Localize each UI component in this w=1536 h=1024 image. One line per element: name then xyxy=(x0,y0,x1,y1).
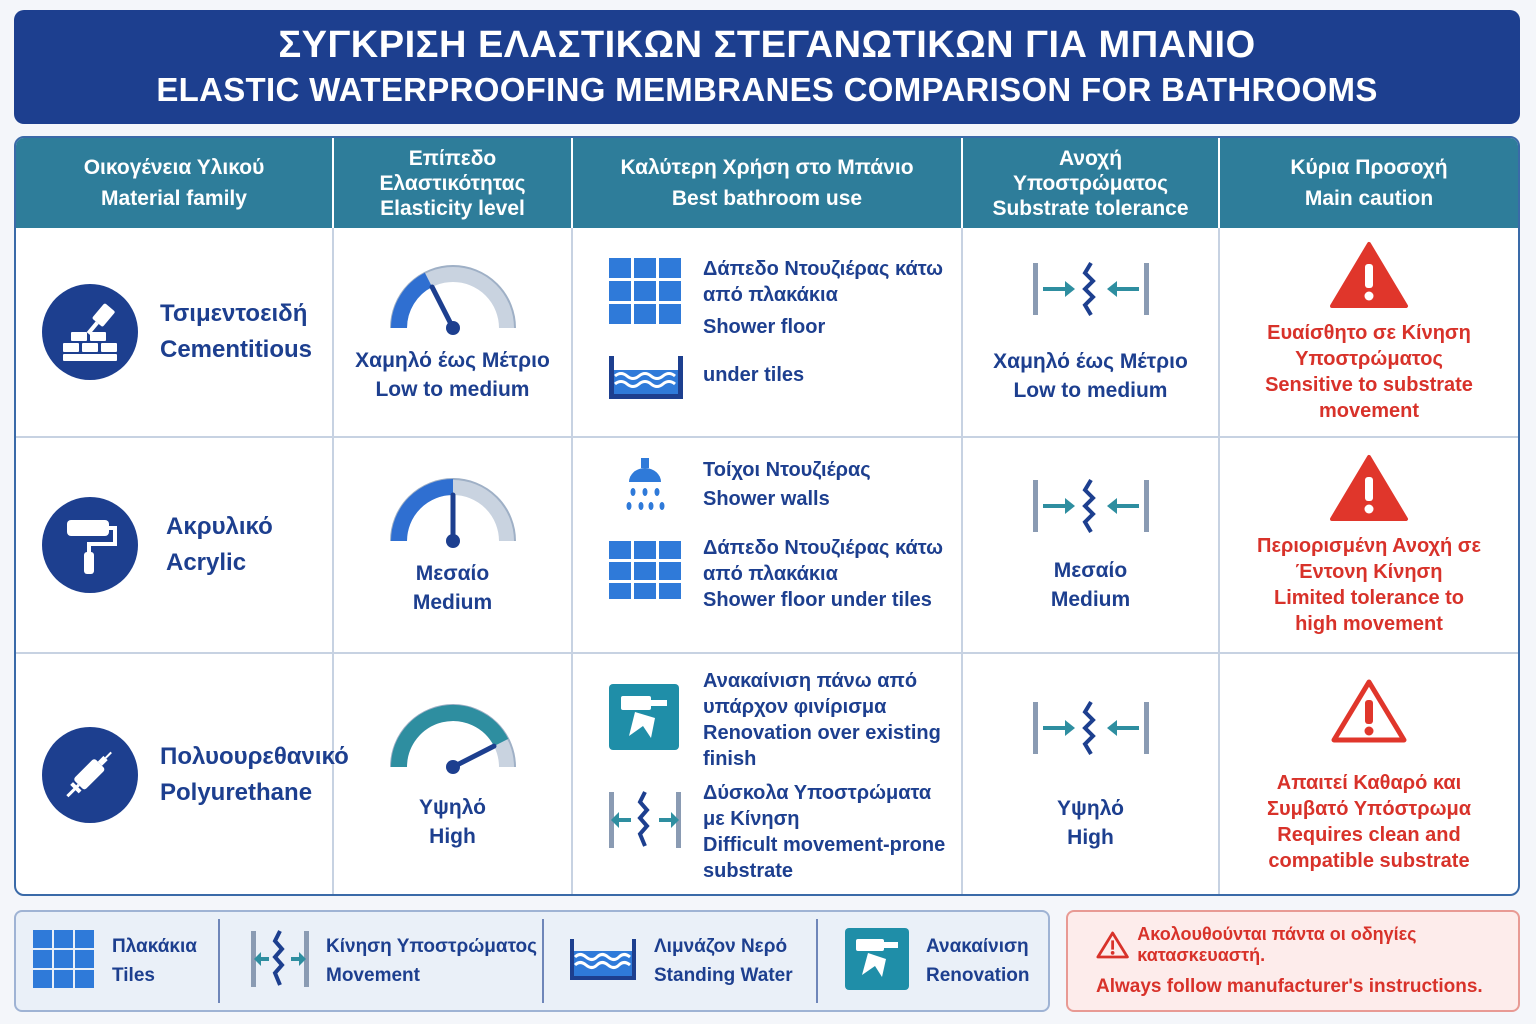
family-name-greek: Πολυουρεθανικό xyxy=(160,743,349,770)
comparison-table xyxy=(14,136,1520,896)
main-caution-cell: Απαιτεί Καθαρό και Συμβατό Υπόστρωμα Requires clean and compatible substrate xyxy=(1220,654,1518,896)
elasticity-cell: Χαμηλό έως Μέτριο Low to medium xyxy=(334,228,573,436)
substrate-tolerance-cell: Μεσαίο Medium xyxy=(963,438,1220,652)
gauge-hub xyxy=(446,321,460,335)
manufacturer-note xyxy=(1066,910,1520,1012)
substrate-tolerance-cell: Υψηλό High xyxy=(963,654,1220,896)
movement-icon xyxy=(1029,698,1153,758)
header-substrate-tolerance: Ανοχή Υποστρώματος Substrate tolerance xyxy=(963,138,1220,228)
standing-water-icon xyxy=(607,354,687,405)
use-item: Δύσκολα Υποστρώματα με Κίνηση Difficult movement-prone substrate xyxy=(607,780,949,884)
legend-divider xyxy=(816,919,818,1003)
legend-item-standing-water: Λιμνάζον Νερό Standing Water xyxy=(544,919,816,1003)
tiles-icon xyxy=(607,535,687,606)
note-greek: Ακολουθούνται πάντα οι οδηγίες κατασκευαστή. xyxy=(1137,924,1417,965)
legend-divider xyxy=(218,919,220,1003)
elasticity-gauge-icon xyxy=(383,699,523,779)
trowel-bricks-icon xyxy=(42,284,138,380)
movement-icon xyxy=(1029,476,1153,536)
warning-outline-icon xyxy=(1096,929,1129,961)
family-name-greek: Τσιμεντοειδή xyxy=(160,300,308,327)
family-name-english: Cementitious xyxy=(160,336,313,363)
title-banner xyxy=(14,10,1520,124)
family-name-english: Acrylic xyxy=(166,549,247,576)
movement-icon xyxy=(1029,259,1153,319)
shower-head-icon xyxy=(607,456,687,523)
header-best-use: Καλύτερη Χρήση στο Μπάνιο Best bathroom use xyxy=(573,138,963,228)
table-row-polyurethane xyxy=(16,652,1518,896)
tiles-icon xyxy=(607,256,687,331)
legend-divider xyxy=(542,919,544,1003)
table-header xyxy=(16,138,1518,228)
warning-filled-icon xyxy=(1329,240,1409,310)
header-elasticity-level: Επίπεδο Ελαστικότητας Elasticity level xyxy=(334,138,573,228)
material-family-cell xyxy=(16,228,334,436)
substrate-tolerance-cell: Χαμηλό έως Μέτριο Low to medium xyxy=(963,228,1220,436)
warning-filled-icon xyxy=(1329,453,1409,523)
use-item: Ανακαίνιση πάνω από υπάρχον φινίρισμα Renovation over existing finish xyxy=(607,668,949,772)
gauge-fill xyxy=(399,487,453,541)
table-row-acrylic xyxy=(16,436,1518,652)
use-item: under tiles xyxy=(607,354,949,405)
legend-item-tiles: Πλακάκια Tiles xyxy=(16,919,218,1003)
material-family-cell xyxy=(16,654,349,896)
header-main-caution: Κύρια Προσοχή Main caution xyxy=(1290,156,1448,210)
material-family-cell xyxy=(16,438,334,652)
movement-icon xyxy=(607,780,687,855)
title-english: ELASTIC WATERPROOFING MEMBRANES COMPARISON FOR BATHROOMS xyxy=(156,71,1378,108)
icon-legend xyxy=(14,910,1050,1012)
use-item: Δάπεδο Ντουζιέρας κάτω από πλακάκια Shower floor xyxy=(607,256,949,340)
renovation-icon xyxy=(607,668,687,757)
standing-water-icon xyxy=(568,937,638,986)
movement-icon xyxy=(250,929,310,994)
title-greek: ΣΥΓΚΡΙΣΗ ΕΛΑΣΤΙΚΩΝ ΣΤΕΓΑΝΩΤΙΚΩΝ ΓΙΑ ΜΠΑΝΙΟ xyxy=(278,24,1256,66)
family-name-greek: Ακρυλικό xyxy=(166,513,273,540)
paint-roller-icon xyxy=(42,497,138,593)
legend-item-movement: Κίνηση Υποστρώματος Movement xyxy=(220,919,542,1003)
elasticity-gauge-icon xyxy=(383,260,523,340)
best-use-cell xyxy=(573,228,963,436)
sealant-gun-icon xyxy=(42,727,138,823)
main-caution-cell: Ευαίσθητο σε Κίνηση Υποστρώματος Sensitive to substrate movement xyxy=(1220,228,1518,436)
table-row-cementitious xyxy=(16,228,1518,436)
elasticity-cell: Μεσαίο Medium xyxy=(334,438,573,652)
use-item: Τοίχοι Ντουζιέρας Shower walls xyxy=(607,456,949,523)
gauge-hub xyxy=(446,534,460,548)
use-item: Δάπεδο Ντουζιέρας κάτω από πλακάκια Shower floor under tiles xyxy=(607,535,949,613)
legend-item-renovation: Ανακαίνιση Renovation xyxy=(818,919,1048,1003)
best-use-cell xyxy=(573,438,963,652)
gauge-fill xyxy=(399,280,428,328)
tiles-icon xyxy=(32,929,96,994)
family-name-english: Polyurethane xyxy=(160,779,313,806)
header-material-family: Οικογένεια Υλικού Material family xyxy=(16,138,334,228)
warning-outline-icon xyxy=(1329,676,1409,746)
elasticity-gauge-icon xyxy=(383,473,523,553)
gauge-hub xyxy=(446,760,460,774)
gauge-fill xyxy=(399,713,501,767)
best-use-cell xyxy=(573,654,963,896)
renovation-icon xyxy=(844,927,910,996)
main-caution-cell: Περιορισμένη Ανοχή σε Έντονη Κίνηση Limited tolerance to high movement xyxy=(1220,438,1518,652)
note-english: Always follow manufacturer's instructions. xyxy=(1096,976,1483,997)
elasticity-cell: Υψηλό High xyxy=(334,654,573,896)
